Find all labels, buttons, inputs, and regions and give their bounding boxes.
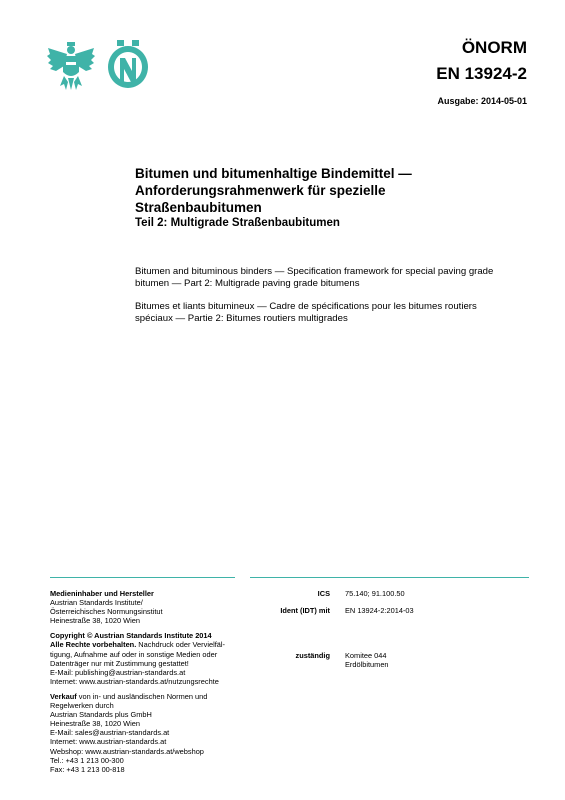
sales-line: Heinestraße 38, 1020 Wien [50, 719, 140, 729]
ident-label: Ident (IDT) mit [280, 606, 330, 615]
sales-webshop: Webshop: www.austrian-standards.at/webshop [50, 746, 204, 756]
footer-divider-right [250, 577, 529, 578]
sales-internet: Internet: www.austrian-standards.at [50, 737, 167, 747]
copyright-url: Internet: www.austrian-standards.at/nutzungsrechte [50, 676, 219, 686]
copyright-line: Datenträger nur mit Zustimmung gestattet! [50, 658, 189, 668]
sales-heading-line [50, 692, 245, 701]
english-title: Bitumen and bituminous binders — Specification framework for special paving grade bitumen — Part 2: Multigrade paving grade bitumens [135, 266, 494, 290]
copyright-heading: Copyright © Austrian Standards Institute 2014 [50, 631, 212, 641]
french-title: Bitumes et liants bitumineux — Cadre de spécifications pour les bitumes routiers spéciaux — Partie 2: Bitumes routiers multigrades [135, 301, 477, 325]
footer-divider-left [50, 577, 235, 578]
standard-name: ÖNORM [461, 38, 527, 57]
german-part-title: Teil 2: Multigrade Straßenbaubitumen [135, 217, 340, 229]
copyright-email: E-Mail: publishing@austrian-standards.at [50, 667, 186, 677]
rights-bold: Alle Rechte vorbehalten. [50, 640, 137, 650]
committee-value [345, 651, 389, 669]
sales-heading: Verkauf [50, 691, 77, 701]
standard-number: EN 13924-2 [436, 64, 527, 83]
publisher-info [50, 589, 245, 780]
rights-rest: Nachdruck oder Vervielfäl- [136, 640, 225, 650]
sales-line: Austrian Standards plus GmbH [50, 710, 152, 720]
sales-fax: Fax: +43 1 213 00-818 [50, 764, 125, 774]
sales-phone: Tel.: +43 1 213 00-300 [50, 755, 124, 765]
sales-heading-rest: von in- und ausländischen Normen und [76, 691, 208, 701]
publisher-line: Heinestraße 38, 1020 Wien [50, 616, 140, 626]
german-title: Bitumen und bitumenhaltige Bindemittel — Anforderungsrahmenwerk für spezielle Straßenbaubitumen [135, 166, 412, 215]
publisher-line: Austrian Standards Institute/ [50, 598, 143, 608]
on-standards-logo-icon [104, 38, 152, 90]
sales-email: E-Mail: sales@austrian-standards.at [50, 728, 170, 738]
sales-line: Regelwerken durch [50, 701, 114, 711]
issue-date: Ausgabe: 2014-05-01 [437, 96, 527, 106]
ics-label: ICS [317, 589, 330, 598]
ics-value: 75.140; 91.100.50 [345, 589, 405, 598]
austrian-eagle-logo-icon [46, 40, 96, 92]
publisher-heading: Medieninhaber und Hersteller [50, 589, 154, 598]
committee-line: Erdölbitumen [345, 660, 389, 670]
committee-label: zuständig [295, 651, 330, 660]
sales-block [50, 692, 245, 774]
publisher-line: Österreichisches Normungsinstitut [50, 607, 163, 617]
rights-line [50, 640, 245, 649]
copyright-line: tigung, Aufnahme auf oder in sonstige Medien oder [50, 649, 218, 659]
committee-line: Komitee 044 [345, 651, 387, 660]
ident-value: EN 13924-2:2014-03 [345, 606, 414, 615]
